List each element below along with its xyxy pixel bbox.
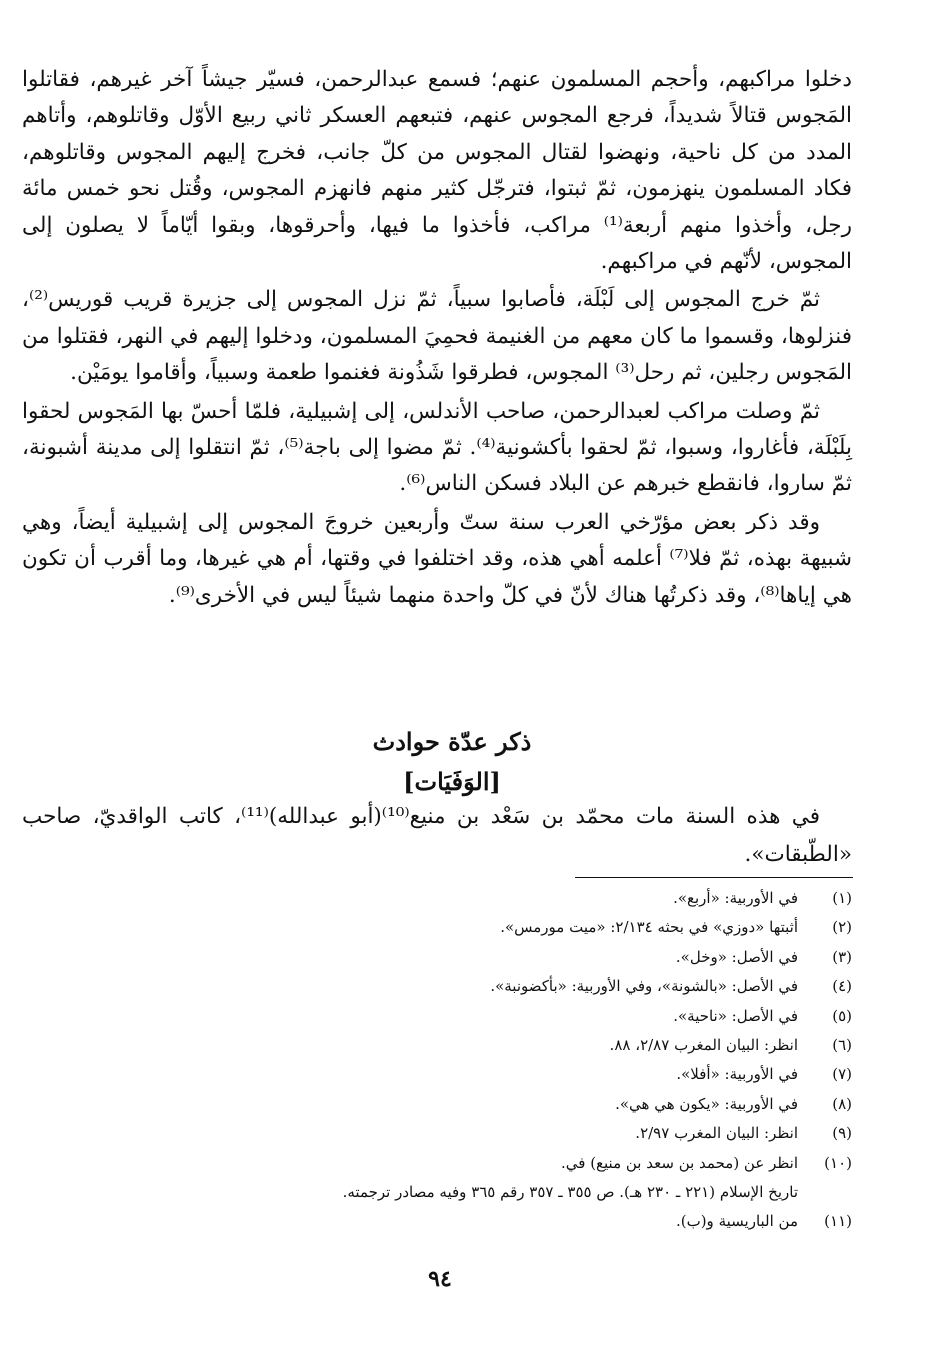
footnote-text: من الباريسية و(ب). <box>675 1212 798 1231</box>
footnote-text: أثبتها «دوزي» في بحثه ٢/١٣٤: «ميت مورمس». <box>500 918 798 937</box>
footnote-text: انظر: البيان المغرب ٢/٩٧. <box>635 1124 798 1143</box>
footnote-number: (٣) <box>832 947 852 966</box>
footnote-text: في الأوربية: «يكون هي هي». <box>615 1094 798 1113</box>
section-subheading: [الوَفَيَات] <box>403 767 501 796</box>
footnote <box>80 972 860 1001</box>
footnote-continuation: تاريخ الإسلام (٢٢١ ـ ٢٣٠ هـ). ص ٣٥٥ ـ ٣٥٧ رقم ٣٦٥ وفيه مصادر ترجمته. <box>342 1183 798 1202</box>
footnote <box>80 884 860 913</box>
footnote-number: (٤) <box>832 977 852 996</box>
footnote <box>80 1149 860 1178</box>
footnote-number: (٢) <box>832 918 852 937</box>
footnote-number: (١) <box>832 889 852 907</box>
paragraph-3: ثمّ وصلت مراكب لعبدالرحمن، صاحب الأندلس، إلى إشبيلية، فلمّا أحسّ بها المَجوس لحقوا بِلَبْلَة، فأغاروا، وسبوا، ثمّ لحقوا بأكشونية⁽⁴⁾. ثمّ مضوا إلى باجة⁽⁵⁾، ثمّ انتقلوا إلى مدينة أشبونة، ثمّ ساروا، فانقطع خبرهم عن البلاد فسكن الناس⁽⁶⁾. <box>22 398 852 497</box>
section-heading: ذكر عدّة حوادث <box>372 727 532 756</box>
footnote-number: (١٠) <box>824 1153 852 1172</box>
footnote <box>80 1060 860 1089</box>
footnote <box>80 1002 860 1031</box>
footnote <box>80 943 860 972</box>
footnote-text: في الأوربية: «أربع». <box>673 889 798 907</box>
footnotes <box>80 884 860 1237</box>
footnote-text: في الأصل: «ناحية». <box>673 1006 798 1025</box>
footnote-text: في الأصل: «بالشونة»، وفي الأوربية: «بأكضونبة». <box>490 977 798 996</box>
footnote-text: انظر عن (محمد بن سعد بن منيع) في. <box>560 1153 798 1172</box>
footnote <box>80 1090 860 1119</box>
footnote <box>80 1031 860 1060</box>
footnote-number: (٦) <box>832 1036 852 1055</box>
footnote <box>80 1207 860 1236</box>
page-number: ٩٤ <box>428 1266 452 1292</box>
footnote <box>80 1119 860 1148</box>
paragraph-1: دخلوا مراكبهم، وأحجم المسلمون عنهم؛ فسمع عبدالرحمن، فسيّر جيشاً آخر غيرهم، فقاتلوا المَجوس قتالاً شديداً، فرجع المجوس عنهم، فتبعهم العسكر ثاني ربيع الأوّل وقاتلوهم، وأتاهم المدد من كل ناحية، ونهضوا لقتال المجوس من كلّ جانب، فخرج إليهم المجوس وقاتلوهم، فكاد المسلمون ينهزمون، ثمّ ثبتوا، فترجّل كثير منهم فانهزم المجوس، وقُتل نحو خمس مائة رجل، وأخذوا منهم أربعة⁽¹⁾ مراكب، فأخذوا ما فيها، وأحرقوها، وبقوا أيّاماً لا يصلون إلى المجوس، لأنّهم في مراكبهم. <box>22 67 852 275</box>
footnote <box>80 913 860 942</box>
footnote-number: (٨) <box>832 1094 852 1113</box>
footnote-divider <box>575 877 853 878</box>
paragraph-2: ثمّ خرج المجوس إلى لَبْلَة، فأصابوا سبياً، ثمّ نزل المجوس إلى جزيرة قريب قوريس⁽²⁾، فنزلوها، وقسموا ما كان معهم من الغنيمة فحمِيَ المسلمون، ودخلوا إليهم في النهر، فقتلوا من المَجوس رجلين، ثم رحل⁽³⁾ المجوس، فطرقوا شَذُونة فغنموا طعمة وسبياً، وأقاموا يومَيْن. <box>22 287 852 386</box>
footnote-number: (١١) <box>824 1212 852 1231</box>
paragraph-4: وقد ذكر بعض مؤرّخي العرب سنة ستّ وأربعين خروجَ المجوس إلى إشبيلية أيضاً، وهي شبيهة بهذه، ثمّ فلا⁽⁷⁾ أعلمه أهي هذه، وقد اختلفوا في وقتها، أم هي غيرها، وما أقرب أن تكون هي إياها⁽⁸⁾، وقد ذكرتُها هناك لأنّ في كلّ واحدة منهما شيئاً ليس في الأخرى⁽⁹⁾. <box>22 509 852 608</box>
main-text <box>22 62 852 616</box>
footnote-number: (٩) <box>832 1124 852 1143</box>
footnote-text: في الأصل: «وخل». <box>675 947 798 966</box>
footnote-number: (٧) <box>832 1065 852 1084</box>
footnote-text: في الأوربية: «أفلا». <box>676 1065 798 1084</box>
footnote-text: انظر: البيان المغرب ٢/٨٧، ٨٨. <box>609 1036 798 1055</box>
footnote-number: (٥) <box>832 1006 852 1025</box>
obituary-entry: في هذه السنة مات محمّد بن سَعْد بن منيع⁽¹⁰⁾(أبو عبدالله)⁽¹¹⁾، كاتب الواقديّ، صاحب «الطّبقات». <box>22 804 852 867</box>
